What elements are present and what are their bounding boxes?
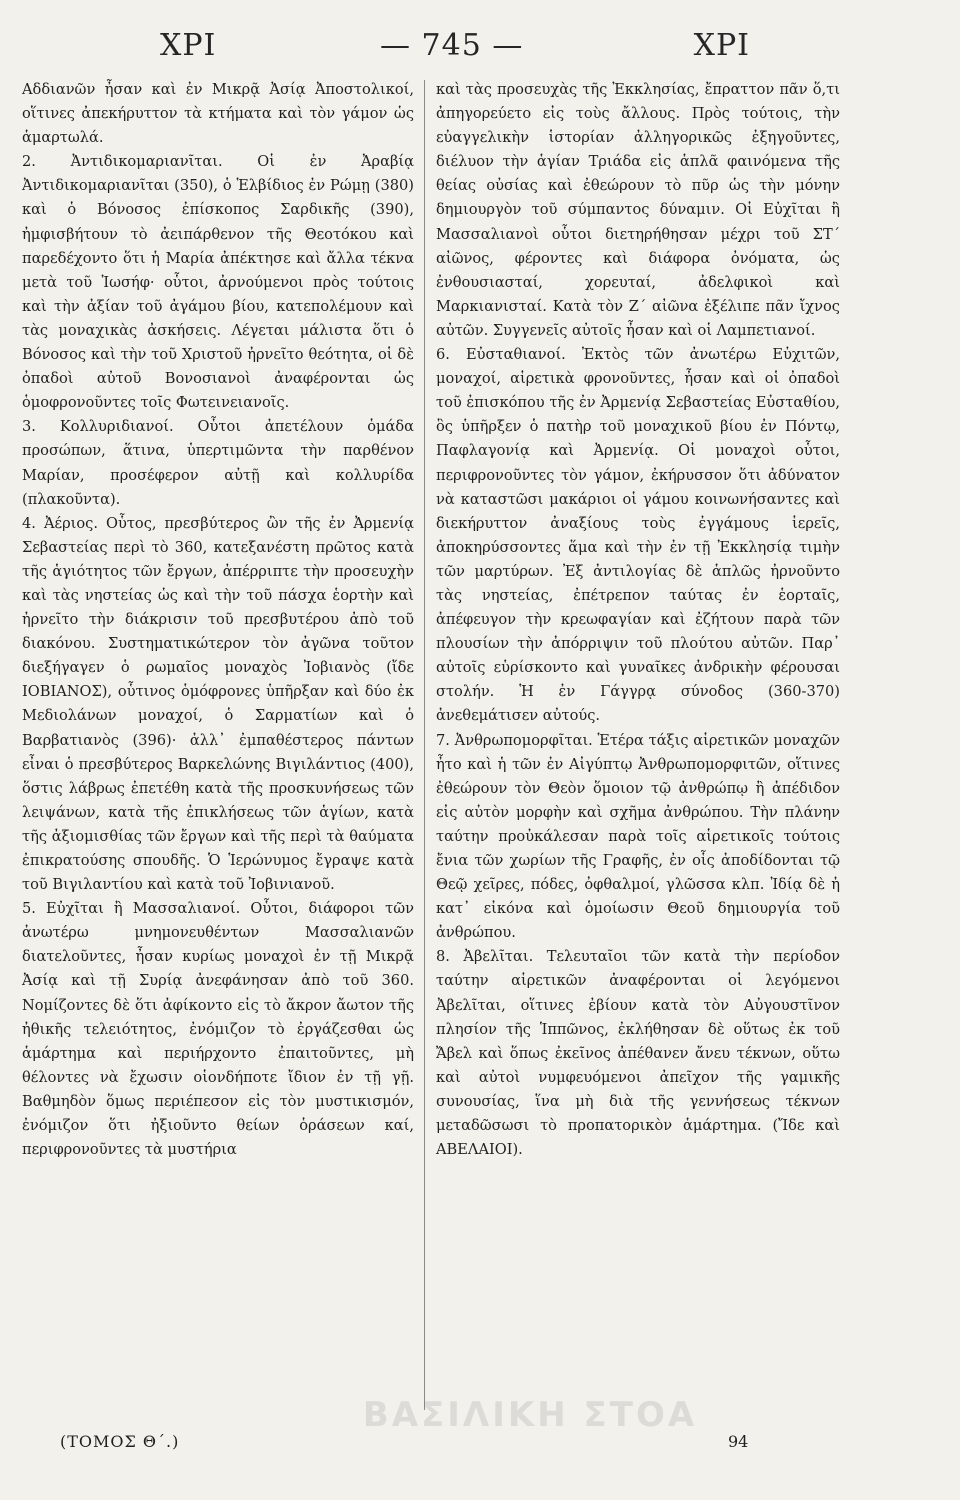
- paragraph: 2. Ἀντιδικομαριανῖται. Οἱ ἐν Ἀραβίᾳ Ἀντιδικομαριανῖται (350), ὁ Ἑλβίδιος ἐν Ρώμῃ (380) καὶ ὁ Βόνοσος ἐπίσκοπος Σαρδικῆς (390), ἠμφισβήτουν τὸ ἀειπάρθενον τῆς Θεοτόκου καὶ παρεδέχοντο ὅτι ἡ Μαρία ἀπέκτησε καὶ ἄλλα τέκνα μετὰ τοῦ Ἰωσήφ· οὗτοι, ἀρνούμενοι πρὸς τούτοις καὶ τὴν ἀξίαν τοῦ ἀγάμου βίου, κατεπολέμουν καὶ τὰς μοναχικὰς ἀσκήσεις. Λέγεται μάλιστα ὅτι ὁ Βόνοσος καὶ τὴν τοῦ Χριστοῦ ἠρνεῖτο θεότητα, οἱ δὲ ὀπαδοὶ αὐτοῦ Βονοσιανοὶ ἀναφέρονται ὡς ὁμοφρονοῦντες τοῖς Φωτεινειανοῖς.: [22, 153, 414, 412]
- paragraph: 6. Εὐσταθιανοί. Ἐκτὸς τῶν ἀνωτέρω Εὐχιτῶν, μοναχοί, αἱρετικὰ φρονοῦντες, ἦσαν καὶ οἱ ὀπαδοὶ τοῦ ἐπισκόπου τῆς ἐν Ἀρμενίᾳ Σεβαστείας Εὐσταθίου, ὃς ὑπῆρξεν ὁ πατὴρ τοῦ μοναχικοῦ βίου ἐν Πόντῳ, Παφλαγονίᾳ καὶ Ἀρμενίᾳ. Οἱ μοναχοὶ οὗτοι, περιφρονοῦντες τὸν γάμον, ἐκήρυσσον ὅτι ἀδύνατον νὰ καταστῶσι μακάριοι οἱ γάμου κοινωνήσαντες καὶ διεκήρυττον ἀναξίους τοὺς ἐγγάμους ἱερεῖς, ἀποκηρύσσοντες ἅμα καὶ τὴν ἐν τῇ Ἐκκλησίᾳ τιμὴν τῶν μαρτύρων. Ἐξ ἀντιλογίας δὲ ἁπλῶς ἠρνοῦντο τὰς νηστείας, ἐπέτρεπον ταύτας ἐν ἑορταῖς, ἀπέφευγον τὴν κρεωφαγίαν καὶ ἐζήτουν παρὰ τῶν πλουσίων τὴν ἀπόρριψιν τοῦ πλούτου αὐτῶν. Παρ᾽ αὐτοῖς εὑρίσκοντο καὶ γυναῖκες ἀνδρικὴν φέρουσαι στολήν. Ἡ ἐν Γάγγρᾳ σύνοδος (360-370) ἀνεθεμάτισεν αὐτούς.: [436, 346, 840, 725]
- header-left-word: ΧΡΙ: [160, 28, 217, 63]
- paragraph: 3. Κολλυριδιανοί. Οὗτοι ἀπετέλουν ὁμάδα προσώπων, ἅτινα, ὑπερτιμῶντα τὴν παρθένον Μαρίαν, προσέφερον αὐτῇ καὶ κολλυρίδα (πλακοῦντα).: [22, 418, 414, 508]
- left-column: [22, 78, 414, 1162]
- paragraph: 5. Εὐχῖται ἢ Μασσαλιανοί. Οὗτοι, διάφοροι τῶν ἀνωτέρω μνημονευθέντων Μασσαλιανῶν διατελοῦντες, ἦσαν κυρίως μοναχοὶ ἐν τῇ Μικρᾷ Ἀσίᾳ καὶ τῇ Συρίᾳ ἀνεφάνησαν ἀπὸ τοῦ 360. Νομίζοντες δὲ ὅτι ἀφίκοντο εἰς τὸ ἄκρον ἄωτον τῆς ἠθικῆς τελειότητος, ἐνόμιζον τὸ ἐργάζεσθαι ὡς ἁμάρτημα καὶ περιήρχοντο ἐπαιτοῦντες, μὴ θέλοντες νὰ ἔχωσιν οἱονδήποτε ἴδιον ἐν τῇ γῇ. Βαθμηδὸν ὅμως περιέπεσον εἰς τὸν μυστικισμόν, ἐνόμιζον ὅτι ἠξιοῦντο θείων ὁράσεων καί, περιφρονοῦντες τὰ μυστήρια: [22, 900, 414, 1159]
- right-column: [436, 78, 840, 1162]
- header-right-word: ΧΡΙ: [693, 28, 750, 63]
- paragraph: Αδδιανῶν ἦσαν καὶ ἐν Μικρᾷ Ἀσίᾳ Ἀποστολικοί, οἵτινες ἀπεκήρυττον τὰ κτήματα καὶ τὸν γάμον ὡς ἁμαρτωλά.: [22, 81, 414, 147]
- volume-label: (ΤΟΜΟΣ Θ΄.): [60, 1432, 180, 1451]
- column-divider: [424, 80, 425, 1410]
- paragraph: καὶ τὰς προσευχὰς τῆς Ἐκκλησίας, ἔπραττον πᾶν ὅ,τι ἀπηγορεύετο εἰς τοὺς ἄλλους. Πρὸς τούτοις, τὴν εὐαγγελικὴν ἱστορίαν ἀλληγορικῶς ἐξηγοῦντες, διέλυον τὴν ἁγίαν Τριάδα εἰς ἁπλᾶ φαινόμενα τῆς θείας οὐσίας καὶ ἐθεώρουν τὸ πῦρ ὡς τὴν μόνην δημιουργὸν τοῦ σύμπαντος δύναμιν. Οἱ Εὐχῖται ἢ Μασσαλιανοὶ οὗτοι διετηρήθησαν μέχρι τοῦ ΣΤ΄ αἰῶνος, φέροντες καὶ διάφορα ὀνόματα, ὡς ἐνθουσιασταί, χορευταί, ἀδελφικοὶ καὶ Μαρκιανισταί. Κατὰ τὸν Ζ΄ αἰῶνα ἐξέλιπε πᾶν ἴχνος αὐτῶν. Συγγενεῖς αὐτοῖς ἦσαν καὶ οἱ Λαμπετιανοί.: [436, 81, 840, 339]
- paragraph: 7. Ἀνθρωπομορφῖται. Ἑτέρα τάξις αἱρετικῶν μοναχῶν ἦτο καὶ ἡ τῶν ἐν Αἰγύπτῳ Ἀνθρωπομορφιτῶν, οἵτινες ἐθεώρουν τὸν Θεὸν ὅμοιον τῷ ἀνθρώπῳ ἢ ἀπέδιδον εἰς αὐτὸν μορφὴν καὶ σχῆμα ἀνθρώπου. Τὴν πλάνην ταύτην προὐκάλεσαν παρὰ τοῖς αἱρετικοῖς τούτοις ἔνια τῶν χωρίων τῆς Γραφῆς, ἐν οἷς ἀποδίδονται τῷ Θεῷ χεῖρες, πόδες, ὀφθαλμοί, γλῶσσα κλπ. Ἰδίᾳ δὲ ἡ κατ᾽ εἰκόνα καὶ ὁμοίωσιν Θεοῦ δημιουργία τοῦ ἀνθρώπου.: [436, 731, 840, 942]
- paragraph: 8. Ἀβελῖται. Τελευταῖοι τῶν κατὰ τὴν περίοδον ταύτην αἱρετικῶν ἀναφέρονται οἱ λεγόμενοι Ἀβελῖται, οἵτινες ἐβίουν κατὰ τὸν Αὐγουστῖνον πλησίον τῆς Ἱππῶνος, ἐκλήθησαν δὲ οὕτως ἐκ τοῦ Ἄβελ καὶ ὅπως ἐκεῖνος ἀπέθανεν ἄνευ τέκνων, οὕτω καὶ αὐτοὶ νυμφευόμενοι ἀπεῖχον τῆς γαμικῆς συνουσίας, ἵνα μὴ διὰ τῆς γεννήσεως τέκνων μεταδῶσωσι τὸ προπατορικὸν ἁμάρτημα. (Ἴδε καὶ ΑΒΕΛΑΙΟΙ).: [436, 948, 840, 1159]
- watermark: ΒΑΣΙΛΙΚΗ ΣΤΟΑ: [362, 1395, 698, 1435]
- page-number: — 745 —: [380, 28, 524, 63]
- running-header: [60, 28, 900, 68]
- signature-mark: 94: [728, 1432, 749, 1451]
- paragraph: 4. Ἀέριος. Οὗτος, πρεσβύτερος ὢν τῆς ἐν Ἀρμενίᾳ Σεβαστείας περὶ τὸ 360, κατεξανέστη πρῶτος κατὰ τῆς ἁγιότητος τῶν ἔργων, ἀπέρριπτε τὴν προσευχὴν καὶ τὰς νηστείας ὡς καὶ τὴν τοῦ πάσχα ἑορτὴν καὶ ἠρνεῖτο τὴν διάκρισιν τοῦ πρεσβυτέρου ἀπὸ τοῦ διακόνου. Συστηματικώτερον τὸν ἀγῶνα τοῦτον διεξήγαγεν ὁ ρωμαῖος μοναχὸς Ἰοβιανὸς (ἴδε ΙΟΒΙΑΝΟΣ), οὗτινος ὁμόφρονες ὑπῆρξαν καὶ δύο ἐκ Μεδιολάνων μοναχοί, ὁ Σαρματίων καὶ ὁ Βαρβατιανὸς (396)· ἀλλ᾽ ἐμπαθέστερος πάντων εἶναι ὁ πρεσβύτερος Βαρκελώνης Βιγιλάντιος (400), ὅστις λάβρως ἐπετέθη κατὰ τῆς προσκυνήσεως τῶν λειψάνων, κατὰ τῆς ἐπικλήσεως τῶν ἁγίων, κατὰ τῆς ἀξιομισθίας τῶν ἔργων καὶ τῆς περὶ τὰ θαύματα ἐπικρατούσης σπουδῆς. Ὁ Ἱερώνυμος ἔγραψε κατὰ τοῦ Βιγιλαντίου καὶ κατὰ τοῦ Ἰοβινιανοῦ.: [22, 514, 414, 894]
